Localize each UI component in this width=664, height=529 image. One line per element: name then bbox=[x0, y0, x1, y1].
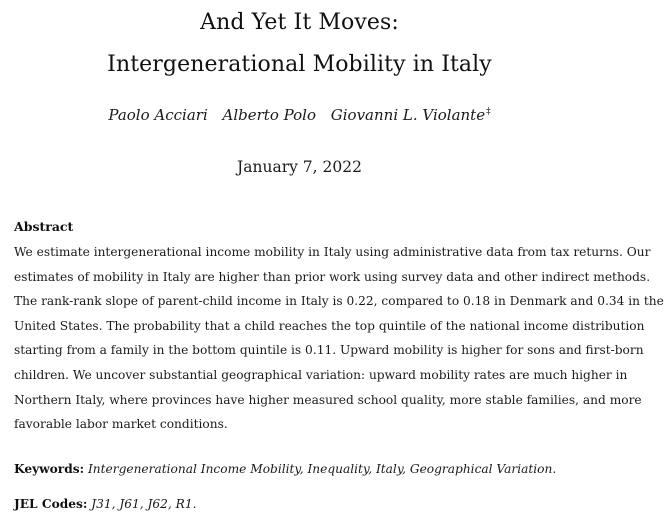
abstract-line: We estimate intergenerational income mobility in Italy using administrative data from tax returns. Our bbox=[14, 245, 651, 259]
paper-date: January 7, 2022 bbox=[237, 158, 362, 176]
keywords-period: . bbox=[552, 462, 557, 476]
keywords-row bbox=[14, 462, 556, 476]
paper-title-line-1: And Yet It Moves: bbox=[200, 10, 399, 35]
abstract-line: children. We uncover substantial geographical variation: upward mobility rates are much higher in bbox=[14, 367, 628, 382]
author-name: Alberto Polo bbox=[222, 106, 316, 124]
author-name bbox=[331, 106, 491, 124]
author-name-text: Giovanni L. Violante bbox=[330, 106, 486, 124]
keywords-value: Intergenerational Income Mobility, Inequality, Italy, Geographical Variation bbox=[87, 462, 553, 476]
paper-title-line-2: Intergenerational Mobility in Italy bbox=[107, 52, 492, 77]
jel-codes-row bbox=[14, 497, 196, 511]
author-name: Paolo Acciari bbox=[108, 106, 208, 124]
author-list bbox=[0, 106, 599, 124]
abstract-line: favorable labor market conditions. bbox=[14, 417, 228, 432]
jel-codes-period: . bbox=[192, 497, 197, 511]
abstract-heading: Abstract bbox=[14, 219, 74, 234]
abstract-line: estimates of mobility in Italy are higher than prior work using survey data and other indirect methods. bbox=[14, 269, 651, 284]
abstract-line: Northern Italy, where provinces have higher measured school quality, more stable families, and more bbox=[14, 392, 642, 407]
abstract-line: United States. The probability that a child reaches the top quintile of the national income distribution bbox=[14, 318, 645, 333]
abstract-line: The rank-rank slope of parent-child income in Italy is 0.22, compared to 0.18 in Denmark and 0.34 in the bbox=[14, 294, 664, 309]
jel-codes-label: JEL Codes: bbox=[14, 497, 88, 511]
abstract-body bbox=[14, 240, 664, 437]
keywords-label: Keywords: bbox=[14, 462, 85, 476]
author-footnote-mark: ‡ bbox=[486, 107, 491, 117]
jel-codes-value: J31, J61, J62, R1 bbox=[91, 497, 193, 511]
abstract-line: starting from a family in the bottom quintile is 0.11. Upward mobility is higher for sons and first-born bbox=[14, 343, 644, 358]
